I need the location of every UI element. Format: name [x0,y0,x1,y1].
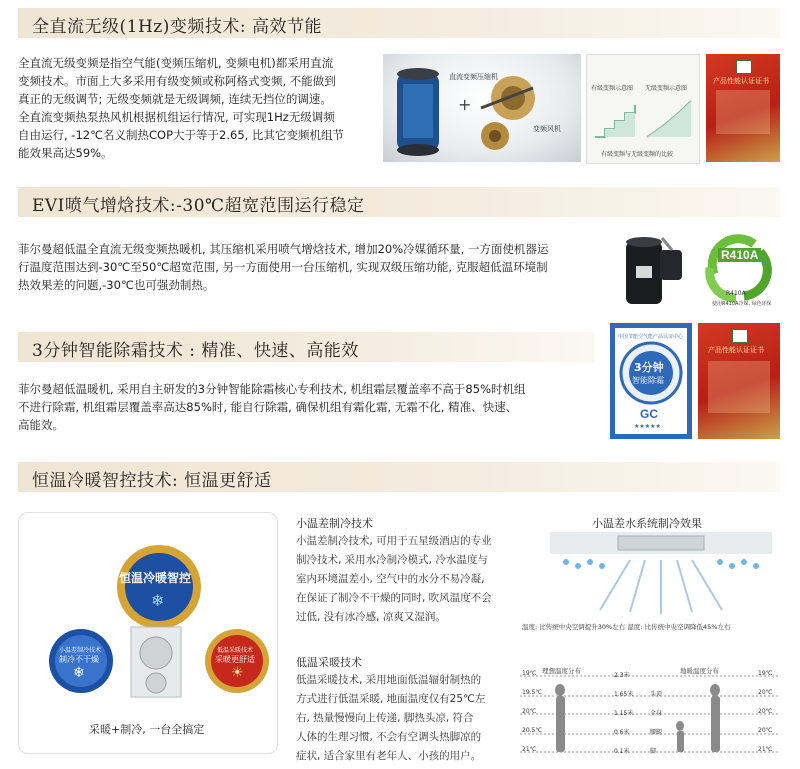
row-height: 0.1米 [614,748,630,755]
row-height: 1.65米 [614,691,634,698]
temperature-distribution-diagram [520,662,780,758]
evi-compressor-image [618,228,690,312]
row-height: 1.15米 [614,710,634,717]
text-line: 高能效。 [18,418,64,432]
snowflake-icon: ❄ [73,665,85,681]
row-part: 脚 [650,748,657,755]
step-curve-graphic [587,55,699,163]
frequency-comparison-chart [586,54,700,164]
text-line: 人体的生理习惯, 不会有空调头热脚凉的 [296,731,482,743]
cooling-heading: 小温差制冷技术 [296,517,373,530]
stamp-logo: GC [640,407,658,421]
section-1-title: 全直流无级(1Hz)变频技术: 高效节能 [32,17,322,37]
heating-text [296,671,516,766]
cert-body [708,361,770,413]
cert-logo [736,60,752,74]
text-line: 全直流变频热泵热风机根据机组运行情况, 可实现1Hz无级调频 [18,110,335,124]
section-1-text [18,54,378,162]
r410a-label: R410A [718,248,761,262]
text-line: 右, 热量慢慢向上传递, 脚热头凉, 符合 [296,712,474,724]
row-part: 头顶 [650,691,663,698]
text-line: 过低, 没有冰冷感, 凉爽又湿润。 [296,611,446,623]
badge-right-text: 采暖更舒适 [215,655,255,664]
chart-caption: 有级变频与无级变频的比较 [601,151,674,158]
text-line: 小温差制冷技术, 可用于五星级酒店的专业 [296,535,492,547]
section-2-header [18,187,780,217]
text-line: 变频技术。市面上大多采用有级变频或称阿格式变频, 不能做到 [18,74,336,88]
badge-left-text: 制冷不干燥 [59,655,99,664]
section-2-text [18,240,618,294]
svg-text:+: + [458,95,472,114]
section-4-title: 恒温冷暖智控技术: 恒温更舒适 [32,471,272,491]
air-flow-graphic [550,530,772,620]
text-line: 菲尔曼超低温暖机, 采用自主研发的3分钟智能除霜核心专利技术, 机组霜层覆盖率不高于85%时机组 [18,382,526,396]
row-left-temp: 21℃ [522,746,537,753]
text-line: 真正的无级调节; 无级变频就是无级调频, 连续无挡位的调速。 [18,92,332,106]
heat-left-title: 理想温度分布 [542,667,581,675]
compressor-illustration [383,54,581,162]
cooling-text [296,532,516,627]
text-line: 能效果高达59%。 [18,146,113,160]
row-left-temp: 20.5℃ [522,727,543,734]
row-left-temp: 19.5℃ [522,689,543,696]
section-3-text [18,380,608,434]
r410a-small-label: R410A [726,290,746,297]
badge-right-small: 低温采暖技术 [217,647,254,654]
text-line: 菲尔曼超低温全直流无级变频热暖机, 其压缩机采用喷气增焓技术, 增加20%冷媒循环量, 一方面使机器运 [18,242,549,256]
stamp-sub-text: 智能除霜 [632,376,664,385]
stamp-ring-text: 中国节能空气能产品认证中心 [618,334,684,340]
snowflake-icon: ❄ [151,591,165,610]
heat-right-title: 地暖温度分布 [680,667,719,675]
certificate-image-1 [706,54,780,162]
row-right-temp: 20℃ [758,689,773,696]
row-height: 2.3米 [614,672,630,679]
stamp-big-text: 3分钟 [634,361,664,374]
section-2-title: EVI喷气增焓技术:-30℃超宽范围运行稳定 [32,196,365,216]
section-3-title: 3分钟智能除霜技术 : 精准、快速、高能效 [32,341,359,361]
step-chart-label: 有级变频示意图 [591,85,634,92]
cooling-diagram-title: 小温差水系统制冷效果 [592,517,702,530]
stamp-stars: ★★★★★ [634,423,661,430]
heating-heading: 低温采暖技术 [296,656,362,669]
cooling-diagram-caption: 温度: 比传统中央空调提升30%左右 湿度: 比传统中央空调降低45%左右 [522,623,731,631]
compressor-icon [618,228,690,312]
r410a-caption: 使用R410A冷媒, 绿色环保 [712,301,772,307]
text-line: 自由运行, -12℃名义制热COP大于等于2.65, 比其它变频机组节 [18,128,344,142]
row-height: 0.6米 [614,729,630,736]
cert-body [716,90,770,134]
row-right-temp: 19℃ [758,670,773,677]
text-line: 低温采暖技术, 采用地面低温辐射制热的 [296,674,482,686]
compressor-motor-image [383,54,581,162]
text-line: 症状, 适合家里有老年人、小孩的用户。 [296,750,482,762]
cooling-diagram [550,530,772,620]
stepless-chart-label: 无级变频示意图 [645,85,688,92]
certificate-image-2 [698,323,780,439]
row-right-temp: 20℃ [758,708,773,715]
row-right-temp: 21℃ [758,746,773,753]
text-line: 在保证了制冷不干燥的同时, 吹风温度不会 [296,592,492,604]
badge-graphic [19,513,277,753]
sun-icon: ☀ [231,665,244,681]
section-1-header [18,8,780,38]
badge-left-small: 小温差制冷技术 [59,647,102,654]
compressor-label: 直流变频压缩机 [449,73,498,81]
text-line: 制冷技术, 采用水冷制冷模式, 冷水温度与 [296,554,488,566]
text-line: 全直流无级变频是指空气能(变频压缩机, 变频电机)都采用直流 [18,56,334,70]
motor-label: 变频风机 [533,125,561,133]
text-line: 不进行除霜, 机组霜层覆盖率高达85%时, 能自行除霜, 确保机组有霜化霜, 无霜不化, 精准、快速、 [18,400,518,414]
cert-logo [732,329,748,343]
row-left-temp: 19℃ [522,670,537,677]
text-line: 方式进行低温采暖, 地面温度仅有25℃左 [296,693,486,705]
row-left-temp: 20℃ [522,708,537,715]
text-line: 热效果差的问题,-30℃也可强劲制热。 [18,278,215,292]
cert-title: 产品性能认证证书 [708,346,764,354]
r410a-badge [698,228,780,312]
text-line: 行温度范围达到-30℃至50℃超宽范围, 另一方面使用一台压缩机, 实现双级压缩功能, 克服超低温环境制 [18,260,548,274]
row-right-temp: 20℃ [758,727,773,734]
unit-caption: 采暖+制冷, 一台全搞定 [89,723,205,736]
row-part: 腰腿 [650,729,663,736]
section-4-header [18,462,780,492]
row-part: 全身 [650,710,663,717]
thermostat-badge-card [18,512,278,754]
text-line: 室内环境温差小, 空气中的水分不易冷凝, [296,573,485,585]
section-3-header [18,332,594,362]
defrost-certification-stamp [610,323,692,439]
badge-top-text: 恒温冷暖智控 [119,571,192,585]
cert-title: 产品性能认证证书 [713,77,769,85]
